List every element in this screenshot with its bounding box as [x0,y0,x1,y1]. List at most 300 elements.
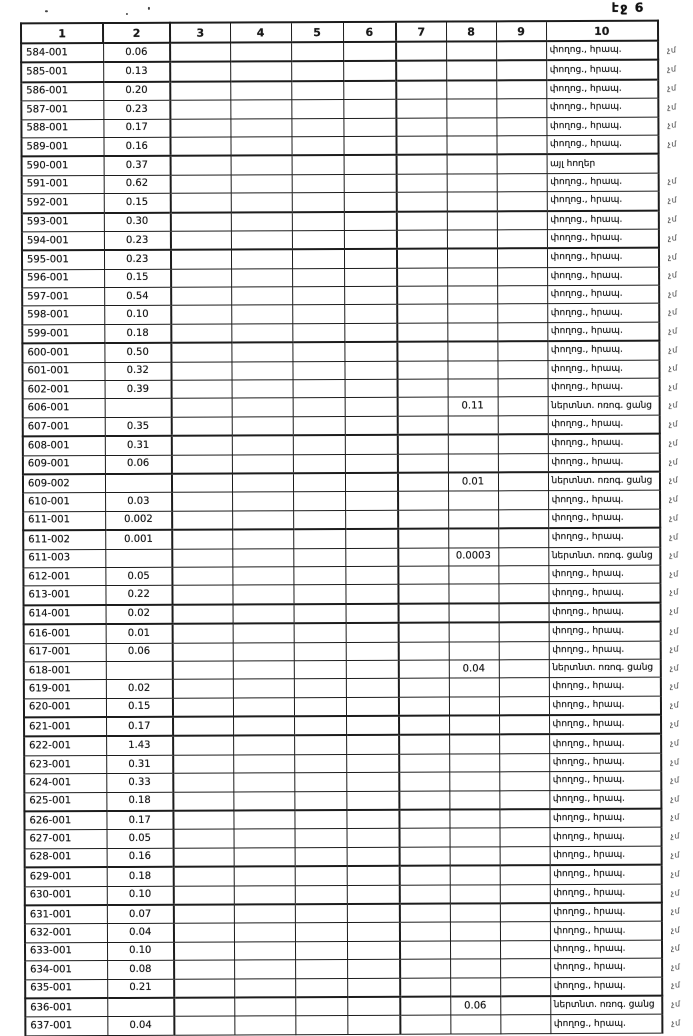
network-value-cell [450,959,500,978]
empty-cell [398,379,448,398]
parcel-id-cell: 594-001 [22,231,104,250]
margin-note: չմ [668,326,678,336]
empty-cell [294,642,346,661]
margin-note: չմ [670,757,680,767]
empty-cell [172,436,232,455]
margin-note: չմ [668,400,678,410]
empty-cell [499,696,549,715]
empty-cell [233,755,294,774]
empty-cell [294,791,346,810]
empty-cell [498,491,548,510]
col-header-8: 8 [446,21,496,41]
margin-note: չմ [671,962,681,972]
empty-cell [295,923,347,942]
empty-cell [400,978,450,997]
parcel-id-cell: 624-001 [24,774,106,793]
empty-cell [232,529,293,548]
empty-cell [398,548,448,567]
empty-cell [500,884,550,903]
parcel-id-cell: 607-001 [23,417,105,436]
parcel-id-cell: 631-001 [25,905,107,924]
empty-cell [496,136,546,155]
empty-cell [498,509,548,528]
empty-cell [231,193,292,212]
empty-cell [174,848,234,867]
empty-cell [294,697,346,716]
scan-speckle [45,10,48,12]
empty-cell [497,230,547,249]
empty-cell [173,661,233,680]
parcel-id-cell: 634-001 [25,961,107,980]
empty-cell [293,510,345,529]
empty-cell [292,212,344,231]
empty-cell [398,435,448,454]
empty-cell [295,866,347,885]
margin-note: չմ [667,64,677,74]
margin-note [659,154,687,173]
parcel-id-cell: 611-003 [23,549,105,568]
empty-cell [171,193,231,212]
empty-cell [292,305,344,324]
parcel-id-cell: 614-001 [24,605,106,625]
margin-note: չմ [669,626,679,636]
empty-cell [295,978,347,997]
empty-cell [291,42,343,62]
network-value-cell [450,941,500,960]
empty-cell [345,398,398,417]
parcel-id-cell: 612-001 [23,567,105,586]
margin-note: չմ [668,270,678,280]
empty-cell [294,679,346,698]
empty-cell [291,81,343,100]
area-value-cell: 0.05 [105,567,172,586]
empty-cell [294,716,346,736]
empty-cell [500,865,550,884]
area-value-cell: 0.20 [103,82,170,101]
parcel-id-cell: 630-001 [25,886,107,905]
empty-cell [171,362,231,381]
empty-cell [294,623,346,642]
empty-cell [232,492,293,511]
empty-cell [400,1015,450,1034]
margin-note: չմ [671,981,681,991]
land-use-cell: փողոց., հրապ. [547,248,659,267]
network-value-cell: 0.01 [448,472,498,491]
empty-cell [231,231,292,250]
network-value-cell [450,903,500,922]
margin-note: չմ [669,587,679,597]
network-value-cell [446,99,496,118]
empty-cell [230,118,291,137]
parcel-id-cell: 585-001 [21,62,103,82]
parcel-id-cell: 602-001 [23,381,105,400]
empty-cell [232,398,293,417]
margin-note: չմ [670,719,680,729]
empty-cell [346,623,399,642]
land-use-cell: փողոց., հրապ. [547,267,659,286]
margin-note: չմ [668,419,679,429]
land-use-cell: փողոց., հրապ. [547,210,659,229]
network-value-cell [448,416,498,435]
empty-cell [398,566,448,585]
area-value-cell: 0.17 [106,717,173,737]
land-use-cell: փողոց., հրապ. [549,696,661,715]
area-value-cell: 0.06 [106,643,173,662]
land-use-cell: փողոց., հրապ. [550,884,662,903]
area-value-cell: 0.02 [106,604,173,624]
empty-cell [345,585,398,604]
empty-cell [397,211,447,230]
margin-note: չմ [667,102,677,112]
margin-note: չմ [669,569,679,579]
empty-cell [232,435,293,454]
col-header-7: 7 [396,22,446,42]
parcel-id-cell: 593-001 [22,213,104,232]
area-value-cell [106,661,173,680]
empty-cell [170,100,230,119]
empty-cell [398,397,448,416]
empty-cell [233,791,294,810]
empty-cell [172,473,232,492]
area-value-cell: 0.06 [103,43,170,63]
empty-cell [172,549,232,568]
parcel-id-cell: 598-001 [22,306,104,325]
empty-cell [295,960,347,979]
network-value-cell [447,230,497,249]
empty-cell [232,548,293,567]
network-value-cell [448,528,498,547]
land-use-cell: փողոց., հրապ. [547,229,659,248]
empty-cell [170,137,230,156]
empty-cell [347,959,400,978]
empty-cell [233,773,294,792]
network-value-cell [446,117,496,136]
empty-cell [398,529,448,548]
network-value-cell [449,678,499,697]
parcel-id-cell: 611-002 [23,530,105,549]
parcel-id-cell: 596-001 [22,269,104,288]
land-use-cell: փողոց., հրապ. [548,583,660,602]
network-value-cell [450,847,500,866]
empty-cell [174,904,234,923]
empty-cell [500,828,550,847]
empty-cell [234,941,295,960]
empty-cell [500,903,550,922]
parcel-id-cell: 597-001 [22,288,104,307]
empty-cell [232,585,293,604]
empty-cell [292,323,344,342]
empty-cell [343,99,396,118]
network-value-cell [450,884,500,903]
parcel-id-cell: 633-001 [25,942,107,961]
empty-cell [295,997,347,1016]
empty-cell [295,941,347,960]
parcel-id-cell: 623-001 [24,755,106,774]
margin-note: չմ [670,869,681,879]
parcel-id-cell: 595-001 [22,250,104,269]
empty-cell [345,548,398,567]
empty-cell [171,287,231,306]
empty-cell [173,604,233,624]
empty-cell [344,192,397,211]
cadastral-parcel-table [20,20,691,1036]
land-use-cell: փողոց., հրապ. [550,846,662,865]
land-use-cell: փողոց., հրապ. [546,135,658,154]
margin-note: չմ [667,233,678,243]
area-value-cell: 0.54 [104,287,171,306]
empty-cell [174,923,234,942]
empty-cell [499,678,549,697]
empty-cell [293,566,345,585]
empty-cell [345,492,398,511]
margin-note: չմ [667,195,678,205]
empty-cell [172,530,232,549]
empty-cell [400,959,450,978]
empty-cell [173,698,233,717]
network-value-cell [449,735,499,754]
empty-cell [171,343,231,362]
scan-speckle [148,7,150,10]
land-use-cell: ներտնտ. ոռոգ. ցանց [548,472,660,491]
empty-cell [294,735,346,754]
col-header-9: 9 [496,21,546,41]
empty-cell [294,810,346,829]
empty-cell [497,211,547,230]
empty-cell [231,361,292,380]
area-value-cell: 0.10 [107,942,174,961]
land-use-cell: փողոց., հրապ. [549,622,661,641]
margin-note: չմ [671,1018,681,1028]
network-value-cell [447,249,497,268]
margin-note: չմ [669,644,680,654]
land-use-cell: փողոց., հրապ. [550,828,662,847]
empty-cell [173,679,233,698]
margin-note: չմ [669,681,680,691]
empty-cell [343,81,396,100]
empty-cell [234,960,295,979]
margin-note: չմ [667,214,678,224]
empty-cell [233,810,294,829]
empty-cell [174,979,234,998]
empty-cell [399,716,449,736]
empty-cell [345,566,398,585]
table-body [21,41,690,1036]
parcel-id-cell: 625-001 [24,792,106,811]
parcel-id-cell: 636-001 [25,998,107,1017]
area-value-cell: 0.17 [106,811,173,830]
empty-cell [173,624,233,643]
empty-cell [233,642,294,661]
empty-cell [343,118,396,137]
parcel-id-cell: 610-001 [23,493,105,512]
empty-cell [232,473,293,492]
land-use-cell: փողոց., հրապ. [546,60,658,80]
empty-cell [232,510,293,529]
empty-cell [399,697,449,716]
empty-cell [400,996,450,1015]
empty-cell [396,118,446,137]
empty-cell [173,755,233,774]
area-value-cell: 0.37 [104,156,171,175]
area-value-cell: 0.10 [104,306,171,325]
empty-cell [498,434,548,453]
empty-cell [346,735,399,754]
parcel-id-cell: 609-001 [23,455,105,474]
margin-note: չմ [667,83,677,93]
empty-cell [344,323,397,342]
empty-cell [172,398,232,417]
empty-cell [230,137,291,156]
empty-cell [172,455,232,474]
network-value-cell [446,136,496,155]
margin-note: չմ [670,850,680,860]
empty-cell [499,735,549,754]
empty-cell [171,175,231,194]
area-value-cell: 0.21 [107,979,174,998]
network-value-cell [447,211,497,230]
empty-cell [347,904,400,923]
empty-cell [496,41,546,61]
empty-cell [233,661,294,680]
empty-cell [396,80,446,99]
parcel-id-cell: 601-001 [22,362,104,381]
network-value-cell [448,453,498,472]
area-value-cell [107,998,174,1017]
area-value-cell: 0.16 [103,137,170,156]
empty-cell [231,268,292,287]
land-use-cell: փողոց., հրապ. [550,958,662,977]
land-use-cell: փողոց., հրապ. [549,753,661,772]
network-value-cell [447,286,497,305]
land-use-cell: փողոց., հրապ. [548,415,660,434]
land-use-cell: փողոց., հրապ. [547,191,659,210]
empty-cell [293,585,345,604]
margin-note: չմ [669,513,679,523]
empty-cell [347,997,400,1016]
empty-cell [292,249,344,268]
empty-cell [497,286,547,305]
network-value-cell: 0.06 [450,996,500,1015]
empty-cell [496,99,546,118]
empty-cell [344,174,397,193]
parcel-id-cell: 608-001 [23,436,105,455]
empty-cell [398,473,448,492]
land-use-cell: փողոց., հրապ. [546,41,658,61]
margin-note: չմ [667,139,677,149]
empty-cell [397,286,447,305]
empty-cell [399,791,449,810]
empty-cell [293,454,345,473]
area-value-cell [105,399,172,418]
empty-cell [397,323,447,342]
empty-cell [497,267,547,286]
empty-cell [343,136,396,155]
empty-cell [171,212,231,231]
empty-cell [231,212,292,231]
network-value-cell [447,155,497,174]
empty-cell [291,61,343,81]
empty-cell [397,174,447,193]
empty-cell [344,155,397,174]
empty-cell [295,847,347,866]
land-use-cell: փողոց., հրապ. [549,715,661,735]
empty-cell [499,809,549,828]
empty-cell [231,156,292,175]
empty-cell [233,604,294,624]
network-value-cell [449,790,499,809]
empty-cell [498,528,548,547]
col-header-5: 5 [291,22,343,42]
margin-note: չմ [668,363,678,373]
network-value-cell: 0.11 [448,397,498,416]
margin-note: չմ [670,831,680,841]
empty-cell [344,305,397,324]
network-value-cell [449,697,499,716]
area-value-cell: 0.04 [107,924,174,943]
empty-cell [292,193,344,212]
empty-cell [295,885,347,904]
network-value-cell [447,192,497,211]
empty-cell [346,716,399,736]
empty-cell [232,454,293,473]
col-header-2: 2 [103,23,170,43]
empty-cell [346,679,399,698]
land-use-cell: փողոց., հրապ. [549,602,661,622]
land-use-cell: այլ հողեր [547,154,659,173]
empty-cell [497,154,547,173]
empty-cell [500,1015,550,1034]
area-value-cell: 0.13 [103,62,170,82]
empty-cell [346,810,399,829]
parcel-id-cell: 616-001 [24,624,106,643]
empty-cell [347,978,400,997]
margin-note: չմ [669,532,679,542]
area-value-cell: 0.17 [103,119,170,138]
empty-cell [497,173,547,192]
empty-cell [294,773,346,792]
network-value-cell [449,622,499,641]
table-row [25,1014,690,1035]
network-value-cell [448,491,498,510]
network-value-cell [446,61,496,81]
empty-cell [398,416,448,435]
parcel-id-cell: 588-001 [21,119,103,138]
empty-cell [234,885,295,904]
parcel-id-cell: 600-001 [22,343,104,362]
area-value-cell: 0.22 [105,586,172,605]
empty-cell [499,715,549,735]
empty-cell [234,1016,295,1035]
empty-cell [496,61,546,81]
empty-cell [500,959,550,978]
empty-cell [232,380,293,399]
margin-note: չմ [668,382,678,392]
empty-cell [292,361,344,380]
parcel-id-cell: 609-002 [23,474,105,493]
land-use-cell: ներտնտ. ոռոգ. ցանց [549,659,661,678]
parcel-id-cell: 592-001 [22,194,104,213]
empty-cell [231,324,292,343]
empty-cell [499,790,549,809]
parcel-id-cell: 620-001 [24,698,106,717]
empty-cell [399,642,449,661]
area-value-cell: 0.03 [105,493,172,512]
empty-cell [347,847,400,866]
empty-cell [498,566,548,585]
land-use-cell: փողոց., հրապ. [546,79,658,98]
land-use-cell: փողոց., հրապ. [547,341,659,360]
network-value-cell [447,304,497,323]
